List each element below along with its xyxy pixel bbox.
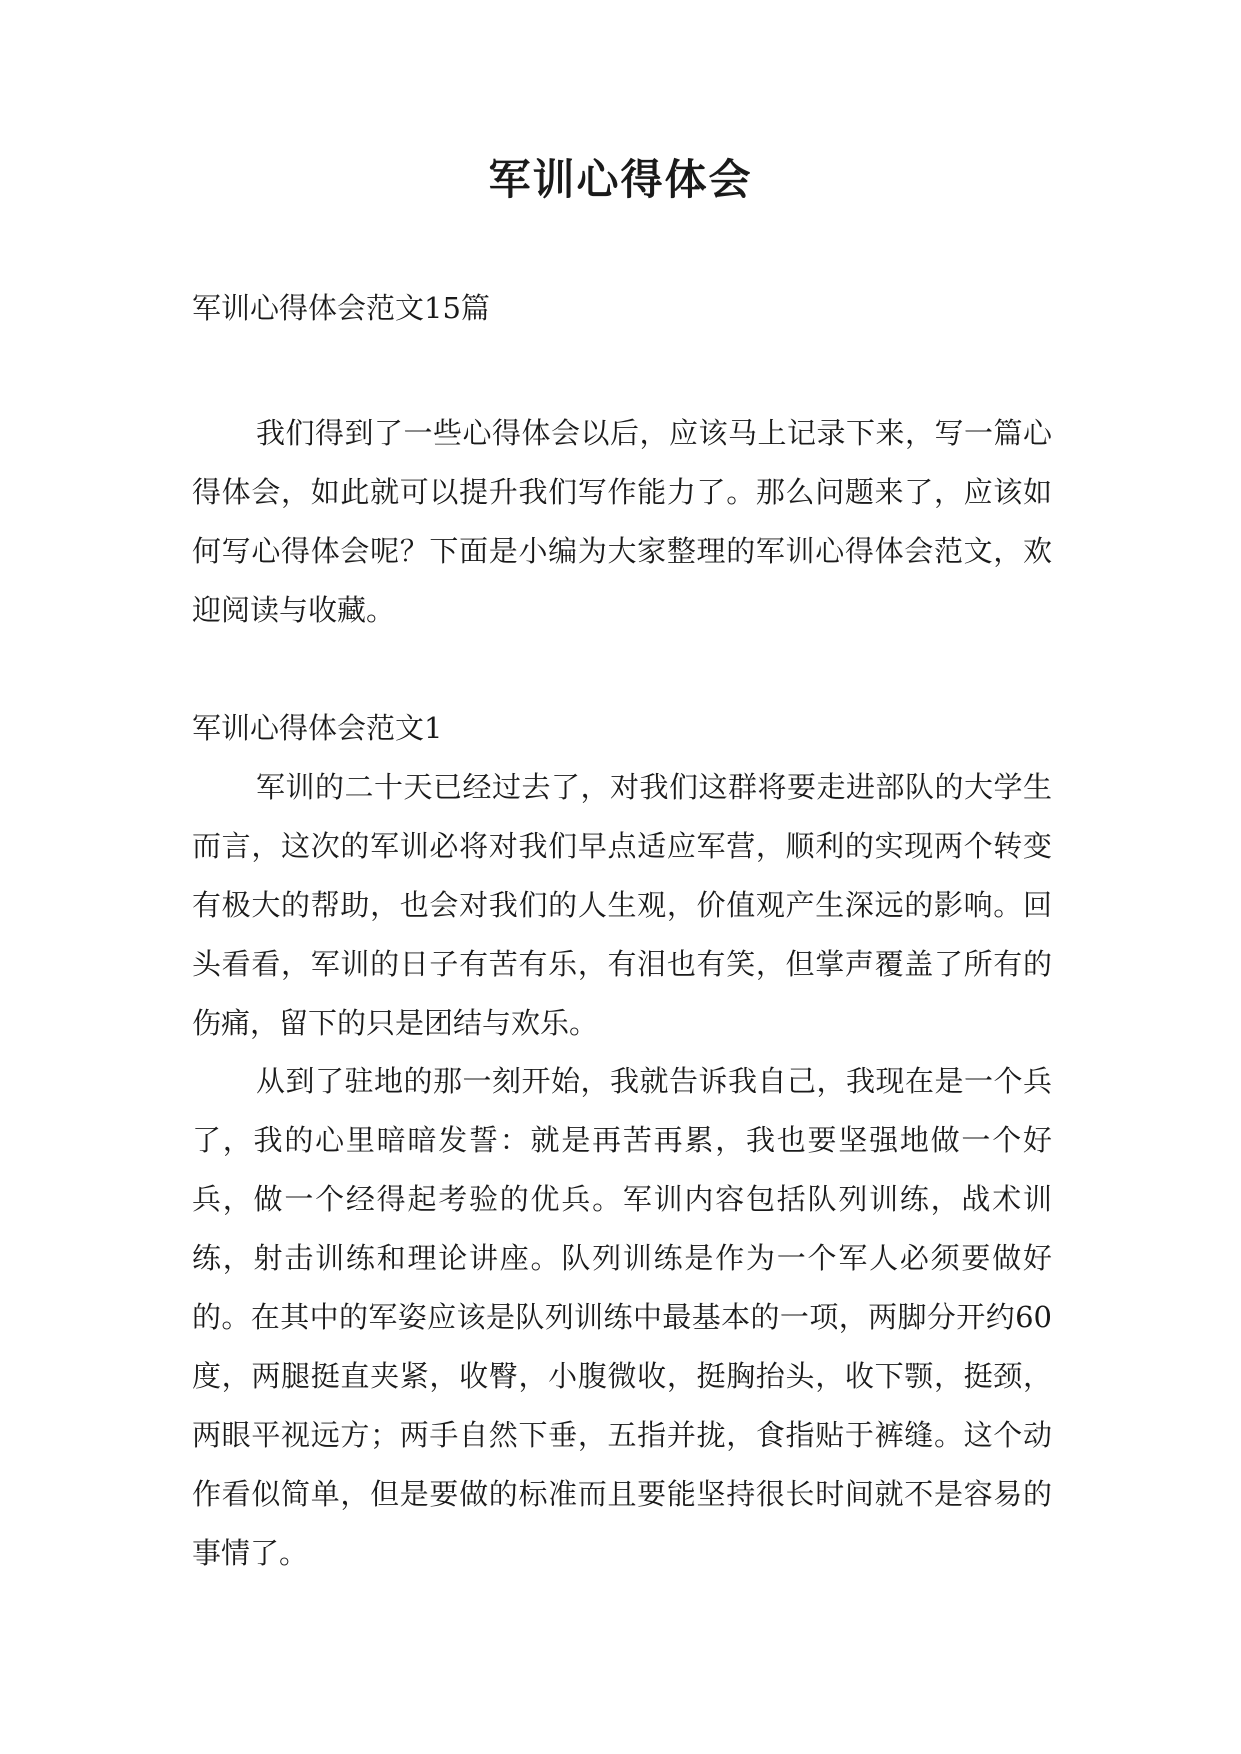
intro-paragraph: 我们得到了一些心得体会以后，应该马上记录下来，写一篇心得体会，如此就可以提升我们写作能力了。那么问题来了，应该如何写心得体会呢？下面是小编为大家整理的军训心得体会范文，欢迎阅读与收藏。 xyxy=(192,416,1052,627)
document-title: 军训心得体会 xyxy=(488,155,753,204)
body-paragraph-2: 从到了驻地的那一刻开始，我就告诉我自己，我现在是一个兵了，我的心里暗暗发誓：就是再苦再累，我也要坚强地做一个好兵，做一个经得起考验的优兵。军训内容包括队列训练，战术训练，射击训练和理论讲座。队列训练是作为一个军人必须要做好的。在其中的军姿应该是队列训练中最基本的一项，两脚分开约60度，两腿挺直夹紧，收臀，小腹微收，挺胸抬头，收下颚，挺颈，两眼平视远方；两手自然下垂，五指并拢，食指贴于裤缝。这个动作看似简单，但是要做的标准而且要能坚持很长时间就不是容易的事情了。 xyxy=(192,1064,1052,1570)
section-heading: 军训心得体会范文1 xyxy=(192,711,443,745)
document-subtitle: 军训心得体会范文15篇 xyxy=(192,291,490,325)
body-paragraph-1: 军训的二十天已经过去了，对我们这群将要走进部队的大学生而言，这次的军训必将对我们早点适应军营，顺利的实现两个转变有极大的帮助，也会对我们的人生观，价值观产生深远的影响。回头看看，军训的日子有苦有乐，有泪也有笑，但掌声覆盖了所有的伤痛，留下的只是团结与欢乐。 xyxy=(192,770,1052,1040)
